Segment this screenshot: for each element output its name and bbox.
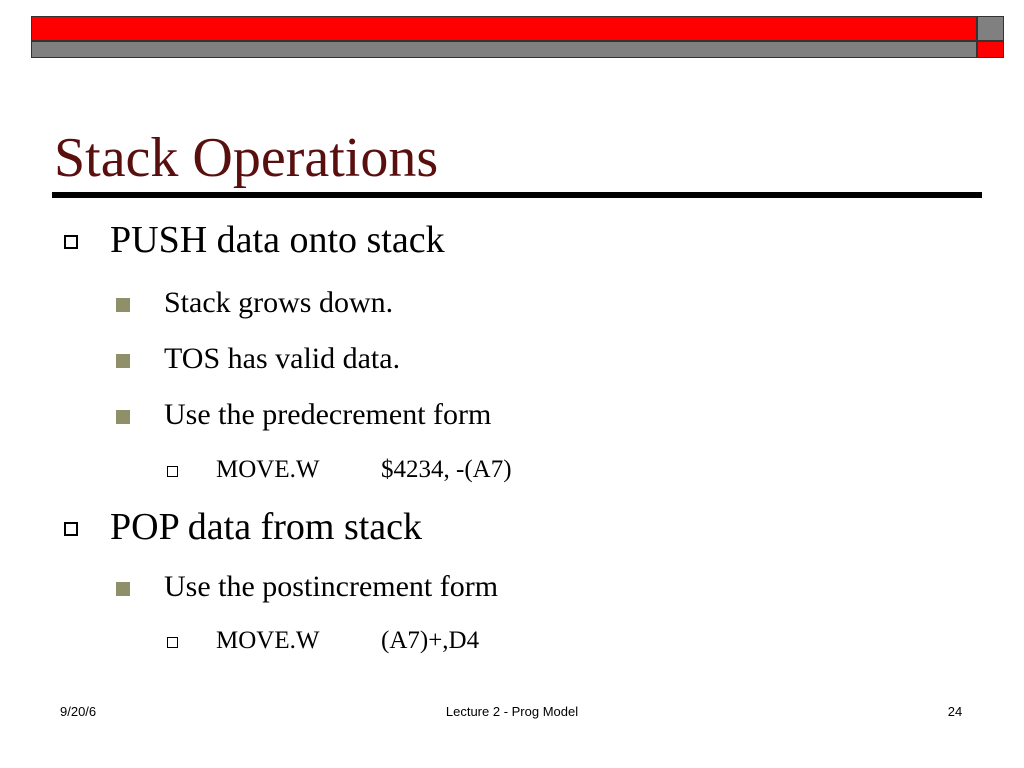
title-underline xyxy=(52,192,982,198)
hollow-square-bullet-icon xyxy=(167,637,178,648)
sub-bullet-text: TOS has valid data. xyxy=(164,342,401,375)
sub-bullet-postincrement xyxy=(116,569,498,605)
filled-square-bullet-icon xyxy=(116,298,130,312)
header-red-square xyxy=(977,41,1004,58)
filled-square-bullet-icon xyxy=(116,582,130,596)
footer-title: Lecture 2 - Prog Model xyxy=(445,704,579,719)
code-line-push xyxy=(167,455,512,485)
filled-square-bullet-icon xyxy=(116,354,130,368)
sub-bullet-text: Use the predecrement form xyxy=(164,398,492,431)
bullet-push xyxy=(64,218,445,262)
hollow-square-bullet-icon xyxy=(64,522,78,536)
hollow-square-bullet-icon xyxy=(167,466,178,477)
page-number: 24 xyxy=(947,704,963,719)
header-gray-bar xyxy=(31,41,977,58)
bullet-text: PUSH data onto stack xyxy=(110,219,445,261)
sub-bullet-text: Stack grows down. xyxy=(164,286,394,319)
bullet-text: POP data from stack xyxy=(110,506,423,548)
hollow-square-bullet-icon xyxy=(64,235,78,249)
filled-square-bullet-icon xyxy=(116,410,130,424)
header-gray-square xyxy=(977,16,1004,41)
slide-title: Stack Operations xyxy=(54,127,439,189)
sub-bullet-text: Use the postincrement form xyxy=(164,570,499,603)
bullet-pop xyxy=(64,505,422,549)
footer-date: 9/20/6 xyxy=(60,704,97,719)
instruction-operands: (A7)+,D4 xyxy=(381,627,480,654)
instruction-opcode: MOVE.W xyxy=(216,456,320,483)
instruction-operands: $4234, -(A7) xyxy=(381,456,512,483)
sub-bullet-tos xyxy=(116,341,400,377)
header-red-bar xyxy=(31,16,977,41)
sub-bullet-stack-grows xyxy=(116,285,393,321)
instruction-opcode: MOVE.W xyxy=(216,627,320,654)
code-line-pop xyxy=(167,626,479,656)
sub-bullet-predecrement xyxy=(116,397,491,433)
